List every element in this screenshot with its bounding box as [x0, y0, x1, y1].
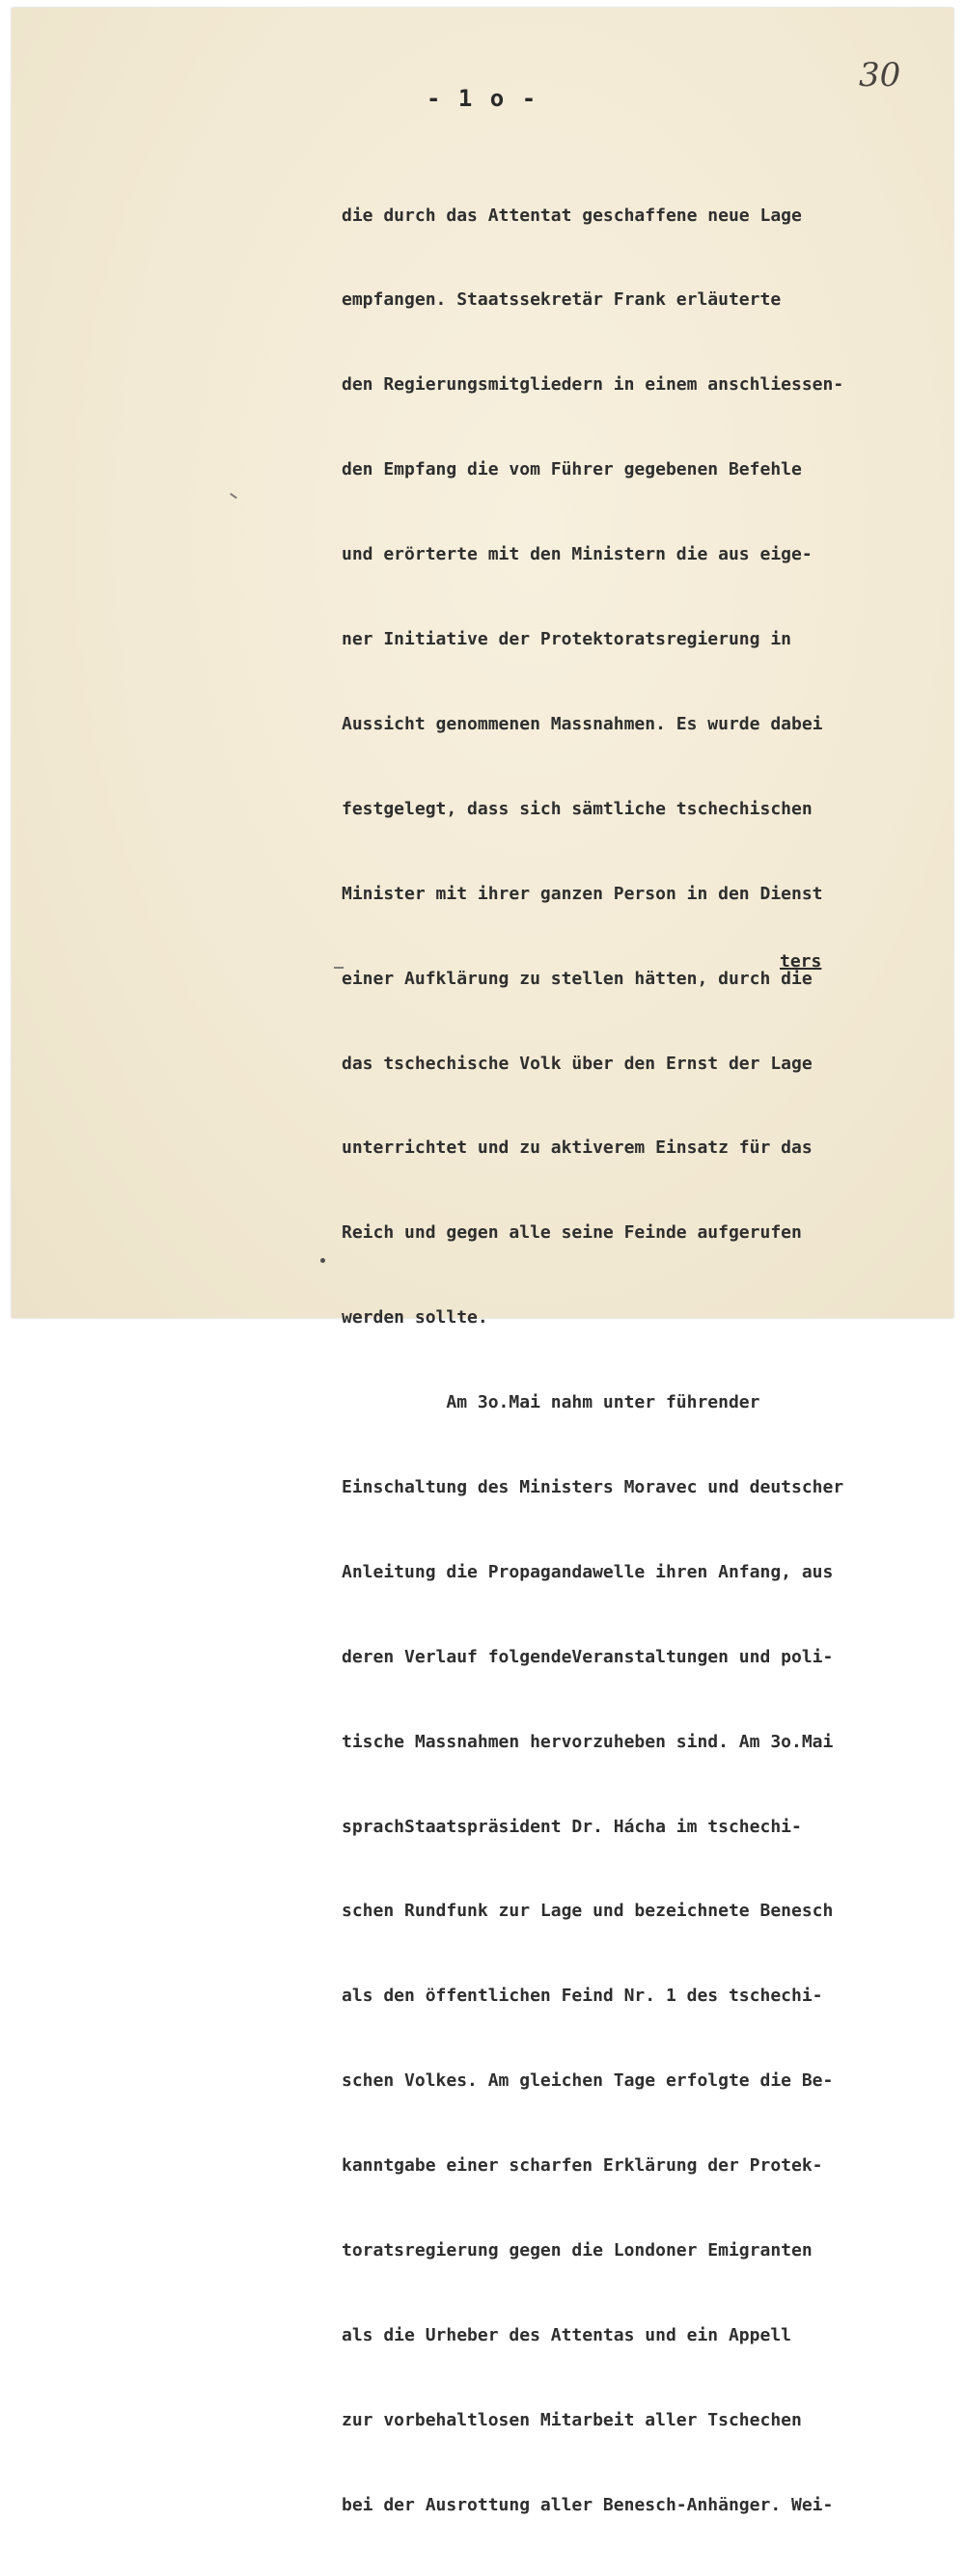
text-line: unterrichtet und zu aktiverem Einsatz für das [342, 1137, 813, 1159]
text-line: das tschechische Volk über den Ernst der Lage [342, 1053, 813, 1074]
text-line: schen Rundfunk zur Lage und bezeichnete Benesch [342, 1901, 834, 1922]
text-line: zur vorbehaltlosen Mitarbeit aller Tschechen [342, 2409, 802, 2430]
typed-text-block [342, 145, 911, 2576]
text-line: einer Aufklärung zu stellen hätten, durch die [342, 968, 813, 989]
text-line: Am 3o.Mai nahm unter führender [342, 1392, 760, 1413]
text-line: den Empfang die vom Führer gegebenen Befehle [342, 459, 802, 480]
text-line: schen Volkes. Am gleichen Tage erfolgte die Be- [342, 2070, 834, 2092]
text-line: tische Massnahmen hervorzuheben sind. Am 3o.Mai [342, 1731, 834, 1752]
text-line: bei der Ausrottung aller Benesch-Anhänger. Wei- [342, 2494, 834, 2515]
margin-mark [334, 967, 344, 969]
ink-dot [320, 1258, 325, 1263]
text-line: als den öffentlichen Feind Nr. 1 des tschechi- [342, 1986, 823, 2007]
text-line: Reich und gegen alle seine Feinde aufgerufen [342, 1222, 802, 1244]
text-line: Aussicht genommenen Massnahmen. Es wurde dabei [342, 713, 823, 734]
text-line: werden sollte. [342, 1307, 488, 1329]
text-line: und erörterte mit den Ministern die aus eige- [342, 544, 813, 565]
text-line: toratsregierung gegen die Londoner Emigranten [342, 2239, 813, 2261]
text-line: den Regierungsmitgliedern in einem anschliessen- [342, 374, 844, 396]
text-line: deren Verlauf folgendeVeranstaltungen und poli- [342, 1646, 834, 1667]
folio-number: 30 [859, 56, 901, 95]
catchword: ters [780, 951, 822, 972]
text-line: Anleitung die Propagandawelle ihren Anfang, aus [342, 1561, 834, 1582]
text-line: Einschaltung des Ministers Moravec und deutscher [342, 1476, 844, 1497]
document-page [12, 8, 953, 2515]
page-number: - 1 o - [427, 85, 538, 112]
text-line: kanntgabe einer scharfen Erklärung der Protek- [342, 2155, 823, 2177]
text-line: ner Initiative der Protektoratsregierung in [342, 629, 791, 650]
text-line: sprachStaatspräsident Dr. Hácha im tschechi- [342, 1816, 802, 1837]
margin-mark [230, 493, 237, 499]
text-line: festgelegt, dass sich sämtliche tschechischen [342, 798, 813, 819]
text-line: die durch das Attentat geschaffene neue Lage [342, 205, 802, 226]
text-line: Minister mit ihrer ganzen Person in den Dienst [342, 883, 823, 904]
text-line: empfangen. Staatssekretär Frank erläuterte [342, 289, 782, 311]
text-line: als die Urheber des Attentas und ein Appell [342, 2324, 791, 2345]
